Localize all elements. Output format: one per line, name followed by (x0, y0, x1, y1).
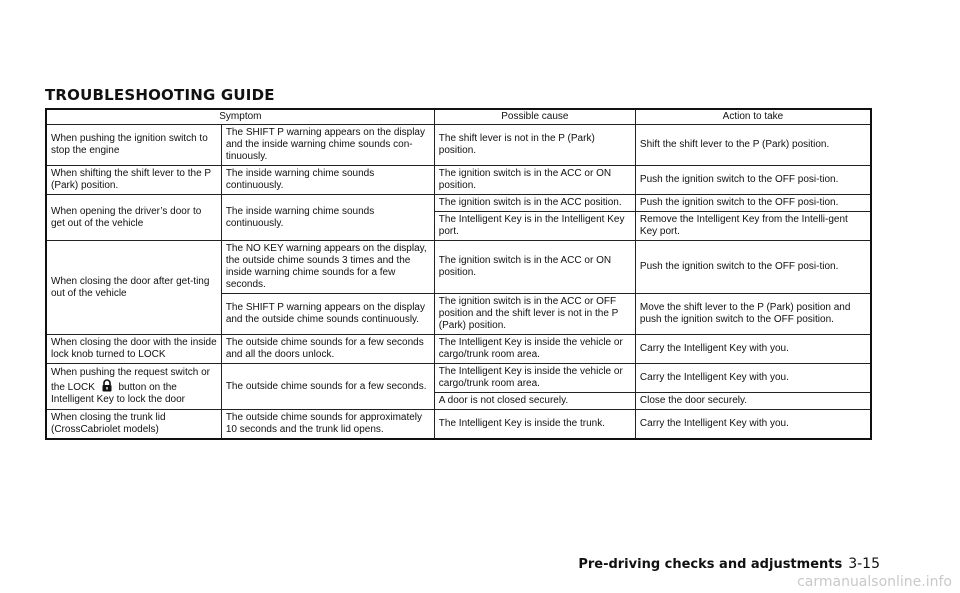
condition-cell: The inside warning chime sounds continuously. (221, 166, 434, 195)
symptom-cell: When pushing the ignition switch to stop the engine (46, 125, 221, 166)
condition-cell: The outside chime sounds for a few seconds. (221, 364, 434, 410)
cause-cell: The ignition switch is in the ACC or ON position. (434, 241, 635, 294)
symptom-cell: When closing the door with the inside lock knob turned to LOCK (46, 335, 221, 364)
action-cell: Carry the Intelligent Key with you. (635, 335, 871, 364)
header-symptom: Symptom (46, 109, 434, 125)
table-row (46, 166, 871, 195)
cause-cell: The ignition switch is in the ACC position. (434, 195, 635, 212)
table-header-row (46, 109, 871, 125)
header-action: Action to take (635, 109, 871, 125)
troubleshooting-table (45, 108, 872, 440)
watermark: carmanualsonline.info (797, 574, 952, 590)
table-row (46, 195, 871, 212)
table-row (46, 364, 871, 393)
action-cell: Push the ignition switch to the OFF posi-tion. (635, 241, 871, 294)
cause-cell: The Intelligent Key is inside the vehicle or cargo/trunk room area. (434, 335, 635, 364)
symptom-cell: When shifting the shift lever to the P (Park) position. (46, 166, 221, 195)
action-cell: Carry the Intelligent Key with you. (635, 410, 871, 440)
action-cell: Shift the shift lever to the P (Park) position. (635, 125, 871, 166)
page-number: 3-15 (848, 556, 880, 572)
symptom-cell: When closing the trunk lid (CrossCabriolet models) (46, 410, 221, 440)
cause-cell: The ignition switch is in the ACC or ON position. (434, 166, 635, 195)
symptom-text-before-icon: When pushing the request switch or the LOCK (51, 367, 210, 393)
page-heading: TROUBLESHOOTING GUIDE (45, 86, 275, 104)
symptom-text-after-icon: button on the Intelligent Key to lock the door (51, 382, 185, 405)
table-row (46, 241, 871, 294)
action-cell: Push the ignition switch to the OFF posi-tion. (635, 195, 871, 212)
condition-cell: The outside chime sounds for a few seconds and all the doors unlock. (221, 335, 434, 364)
table-row (46, 410, 871, 440)
condition-cell: The inside warning chime sounds continuously. (221, 195, 434, 241)
action-cell: Move the shift lever to the P (Park) position and push the ignition switch to the OFF position. (635, 294, 871, 335)
page-footer (578, 556, 880, 572)
table-row (46, 335, 871, 364)
cause-cell: A door is not closed securely. (434, 393, 635, 410)
action-cell: Push the ignition switch to the OFF posi-tion. (635, 166, 871, 195)
header-possible-cause: Possible cause (434, 109, 635, 125)
lock-icon (100, 379, 114, 392)
cause-cell: The shift lever is not in the P (Park) position. (434, 125, 635, 166)
action-cell: Close the door securely. (635, 393, 871, 410)
table-row (46, 125, 871, 166)
condition-cell: The SHIFT P warning appears on the display and the inside warning chime sounds con-tinuously. (221, 125, 434, 166)
cause-cell: The Intelligent Key is in the Intelligent Key port. (434, 212, 635, 241)
symptom-cell: When opening the driver’s door to get out of the vehicle (46, 195, 221, 241)
symptom-cell: When closing the door after get-ting out of the vehicle (46, 241, 221, 335)
footer-section-title: Pre-driving checks and adjustments (578, 557, 843, 572)
action-cell: Remove the Intelligent Key from the Intelli-gent Key port. (635, 212, 871, 241)
symptom-cell (46, 364, 221, 410)
condition-cell: The outside chime sounds for approximately 10 seconds and the trunk lid opens. (221, 410, 434, 440)
condition-cell: The SHIFT P warning appears on the display and the outside chime sounds continuously. (221, 294, 434, 335)
action-cell: Carry the Intelligent Key with you. (635, 364, 871, 393)
cause-cell: The ignition switch is in the ACC or OFF position and the shift lever is not in the P (Park) position. (434, 294, 635, 335)
cause-cell: The Intelligent Key is inside the vehicle or cargo/trunk room area. (434, 364, 635, 393)
cause-cell: The Intelligent Key is inside the trunk. (434, 410, 635, 440)
condition-cell: The NO KEY warning appears on the display, the outside chime sounds 3 times and the inside warning chime sounds for a few seconds. (221, 241, 434, 294)
